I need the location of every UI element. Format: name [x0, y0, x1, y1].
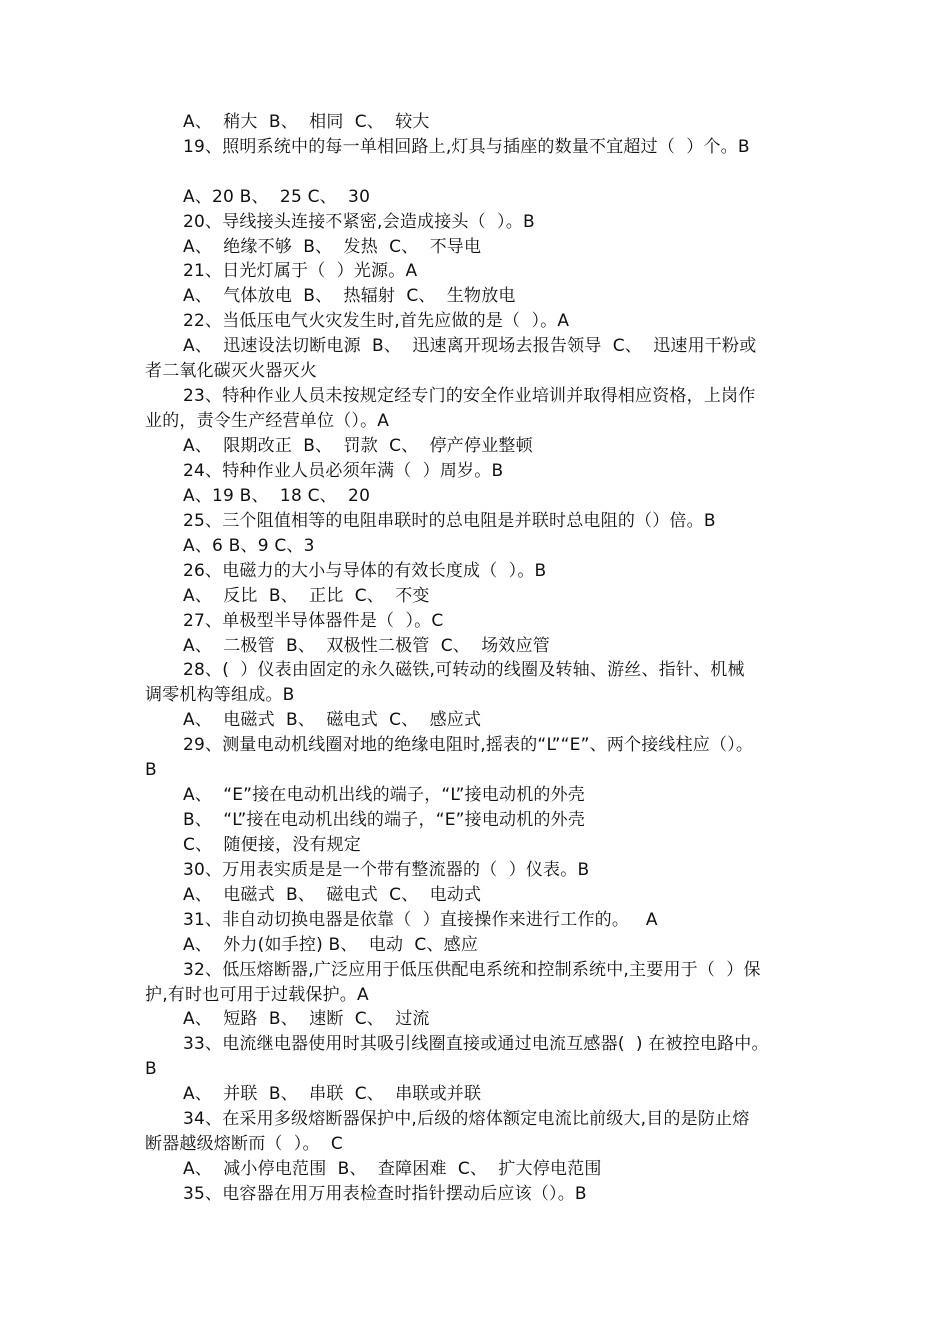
text-line: B	[145, 760, 157, 780]
text-line: 23、特种作业人员未按规定经专门的安全作业培训并取得相应资格，上岗作	[183, 386, 756, 406]
text-line: 34、在采用多级熔断器保护中,后级的熔体额定电流比前级大,目的是防止熔	[183, 1109, 750, 1129]
text-line: 调零机构等组成。B	[145, 685, 295, 705]
text-line: A、19 B、 18 C、 20	[183, 486, 371, 506]
text-line: 护,有时也可用于过载保护。A	[145, 985, 369, 1005]
text-line: 35、电容器在用万用表检查时指针摆动后应该（）。B	[183, 1184, 587, 1204]
text-line: A、 迅速设法切断电源 B、 迅速离开现场去报告领导 C、 迅速用干粉或	[183, 336, 757, 356]
text-line: 32、低压熔断器,广泛应用于低压供配电系统和控制系统中,主要用于（ ）保	[183, 960, 761, 980]
text-line: 26、电磁力的大小与导体的有效长度成（ ）。B	[183, 561, 547, 581]
text-line: B	[145, 1059, 157, 1079]
text-line: 20、导线接头连接不紧密,会造成接头（ ）。B	[183, 212, 535, 232]
text-line: 21、日光灯属于（ ）光源。A	[183, 261, 418, 281]
text-line: A、 二极管 B、 双极性二极管 C、 场效应管	[183, 636, 550, 656]
text-line: A、20 B、 25 C、 30	[183, 187, 371, 207]
text-line: C、 随便接，没有规定	[183, 835, 362, 855]
text-line: A、 限期改正 B、 罚款 C、 停产停业整顿	[183, 436, 533, 456]
text-line: 29、测量电动机线圈对地的绝缘电阻时,摇表的“L”“E”、两个接线柱应（）。	[183, 735, 754, 755]
text-line: A、 气体放电 B、 热辐射 C、 生物放电	[183, 286, 516, 306]
text-line: A、 电磁式 B、 磁电式 C、 感应式	[183, 710, 482, 730]
text-line: A、 减小停电范围 B、 查障困难 C、 扩大停电范围	[183, 1159, 602, 1179]
text-line: A、6 B、9 C、3	[183, 536, 315, 556]
text-line: 19、照明系统中的每一单相回路上,灯具与插座的数量不宜超过（ ）个。B	[183, 137, 750, 157]
text-line: 业的，责令生产经营单位（）。A	[145, 411, 390, 431]
text-line: B、 “L”接在电动机出线的端子，“E”接电动机的外壳	[183, 810, 586, 830]
text-line: 28、( ）仪表由固定的永久磁铁,可转动的线圈及转轴、游丝、指针、机械	[183, 660, 745, 680]
text-line: 22、当低压电气火灾发生时,首先应做的是（ ）。A	[183, 311, 570, 331]
text-line: A、 绝缘不够 B、 发热 C、 不导电	[183, 237, 482, 257]
text-line: A、 “E”接在电动机出线的端子，“L”接电动机的外壳	[183, 785, 586, 805]
text-line: 27、单极型半导体器件是（ ）。C	[183, 611, 444, 631]
text-line: A、 短路 B、 速断 C、 过流	[183, 1009, 430, 1029]
text-line: A、 外力(如手控) B、 电动 C、感应	[183, 935, 479, 955]
text-line: 30、万用表实质是是一个带有整流器的（ ）仪表。B	[183, 860, 590, 880]
text-line: A、 反比 B、 正比 C、 不变	[183, 586, 430, 606]
text-line: 断器越级熔断而（ ）。 C	[145, 1134, 343, 1154]
text-line: A、 并联 B、 串联 C、 串联或并联	[183, 1084, 482, 1104]
text-line: 33、电流继电器使用时其吸引线圈直接或通过电流互感器( ) 在被控电路中。	[183, 1034, 769, 1054]
text-line: 者二氧化碳灭火器灭火	[145, 361, 317, 381]
text-line: A、 电磁式 B、 磁电式 C、 电动式	[183, 885, 482, 905]
text-line: 31、非自动切换电器是依靠（ ）直接操作来进行工作的。 A	[183, 910, 658, 930]
text-line: 25、三个阻值相等的电阻串联时的总电阻是并联时总电阻的（）倍。B	[183, 511, 716, 531]
text-line: 24、特种作业人员必须年满（ ）周岁。B	[183, 461, 504, 481]
text-line: A、 稍大 B、 相同 C、 较大	[183, 112, 430, 132]
